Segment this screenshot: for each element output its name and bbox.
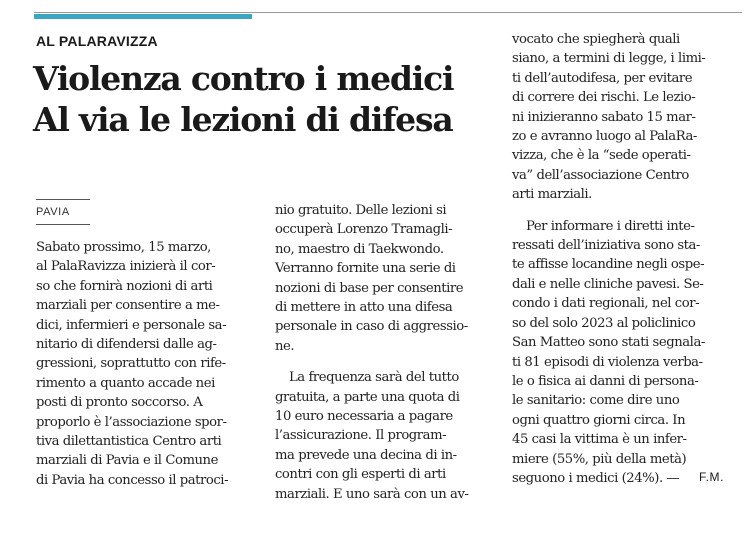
col2-line: nozioni di base per consentire [275,280,464,296]
author-signature: F.M. [699,470,725,484]
col2-line: gratuita, a parte una quota di [275,389,460,405]
col3-line: ti 81 episodi di violenza verba- [512,354,703,370]
col2-line: 10 euro necessaria a pagare [275,409,453,425]
col3-line: va” dell’associazione Centro [512,167,689,183]
col1-line: proporlo è l’associazione spor- [36,414,227,430]
col2-line: di mettere in atto una difesa [275,300,453,316]
col3-line: te affisse locandine negli ospe- [512,257,705,273]
col3-line: vocato che spiegherà quali [512,32,680,47]
paragraph-gap [512,205,737,217]
col3-line: dali e nelle cliniche pavesi. Se- [512,276,704,292]
col1-line: Sabato prossimo, 15 marzo, [36,240,211,255]
section-rule-top [36,199,90,200]
paragraph-gap [275,356,500,368]
col3-line: le o fisica ai danni di persona- [512,373,699,389]
col1-line: gressioni, soprattutto con rife- [36,356,226,372]
col2-line: contri con gli esperti di arti [275,467,446,483]
body-column-1 [36,238,258,490]
col2-line: ne. [275,338,295,354]
col2-line: nio gratuito. Delle lezioni si [275,203,447,218]
col3-line: miere (55%, più della metà) [512,451,687,467]
body-column-3 [512,30,737,488]
headline-line-2: Al via le lezioni di difesa [33,100,453,139]
col2-line: no, maestro di Taekwondo. [275,241,444,257]
col3-line: ni inizieranno sabato 15 mar- [512,109,696,125]
col3-line: Per informare i diretti inte- [526,218,695,234]
kicker: AL PALARAVIZZA [36,33,158,49]
col1-line: nitario di difendersi dalle ag- [36,337,217,353]
col3-line: ogni quattro giorni circa. In [512,412,686,428]
col1-line: rimento a quanto accade nei [36,375,215,391]
col3-line: di correre dei rischi. Le lezio- [512,90,696,106]
section-label: PAVIA [36,206,70,218]
col3-line: seguono i medici (24%). — [512,470,680,486]
col3-line: arti marziali. [512,187,592,203]
col3-line: siano, a termini di legge, i limi- [512,51,706,67]
col2-line: La frequenza sarà del tutto [289,370,459,386]
col1-line: posti di pronto soccorso. A [36,395,203,411]
col1-line: dici, infermieri e personale sa- [36,317,227,333]
headline [33,58,503,140]
top-rule [34,12,742,13]
col1-line: marziali di Pavia e il Comune [36,453,218,469]
col2-line: l’assicurazione. Il program- [275,428,447,444]
col3-line: zo e avranno luogo al PalaRa- [512,129,697,145]
col2-line: occuperà Lorenzo Tramagli- [275,222,453,238]
col2-line: Verranno fornite una serie di [275,261,456,277]
body-column-2 [275,201,500,504]
col1-line: di Pavia ha concesso il patroci- [36,472,229,488]
col3-line: ressati dell’iniziativa sono sta- [512,238,700,254]
headline-line-1: Violenza contro i medici [33,59,454,98]
col1-line: marziali per consentire a me- [36,298,220,314]
col1-line: tiva dilettantistica Centro arti [36,434,222,450]
accent-rule [34,14,252,19]
col2-line: marziali. E uno sarà con un av- [275,486,469,502]
section-rule-bottom [36,224,90,225]
col2-line: personale in caso di aggressio- [275,319,468,335]
col1-line: so che fornirà nozioni di arti [36,278,213,294]
col3-line: ti dell’autodifesa, per evitare [512,70,693,86]
col3-line: so del solo 2023 al policlinico [512,315,696,331]
col2-line: ma prevede una decina di in- [275,447,457,463]
col3-line: San Matteo sono stati segnala- [512,335,705,351]
col3-line: condo i dati regionali, nel cor- [512,296,700,312]
col3-line: vizza, che è la “sede operati- [512,148,691,164]
col1-line: al PalaRavizza inizierà il cor- [36,259,216,275]
col3-line: le sanitario: come dire uno [512,393,680,409]
col3-line: 45 casi la vittima è un infer- [512,432,687,448]
